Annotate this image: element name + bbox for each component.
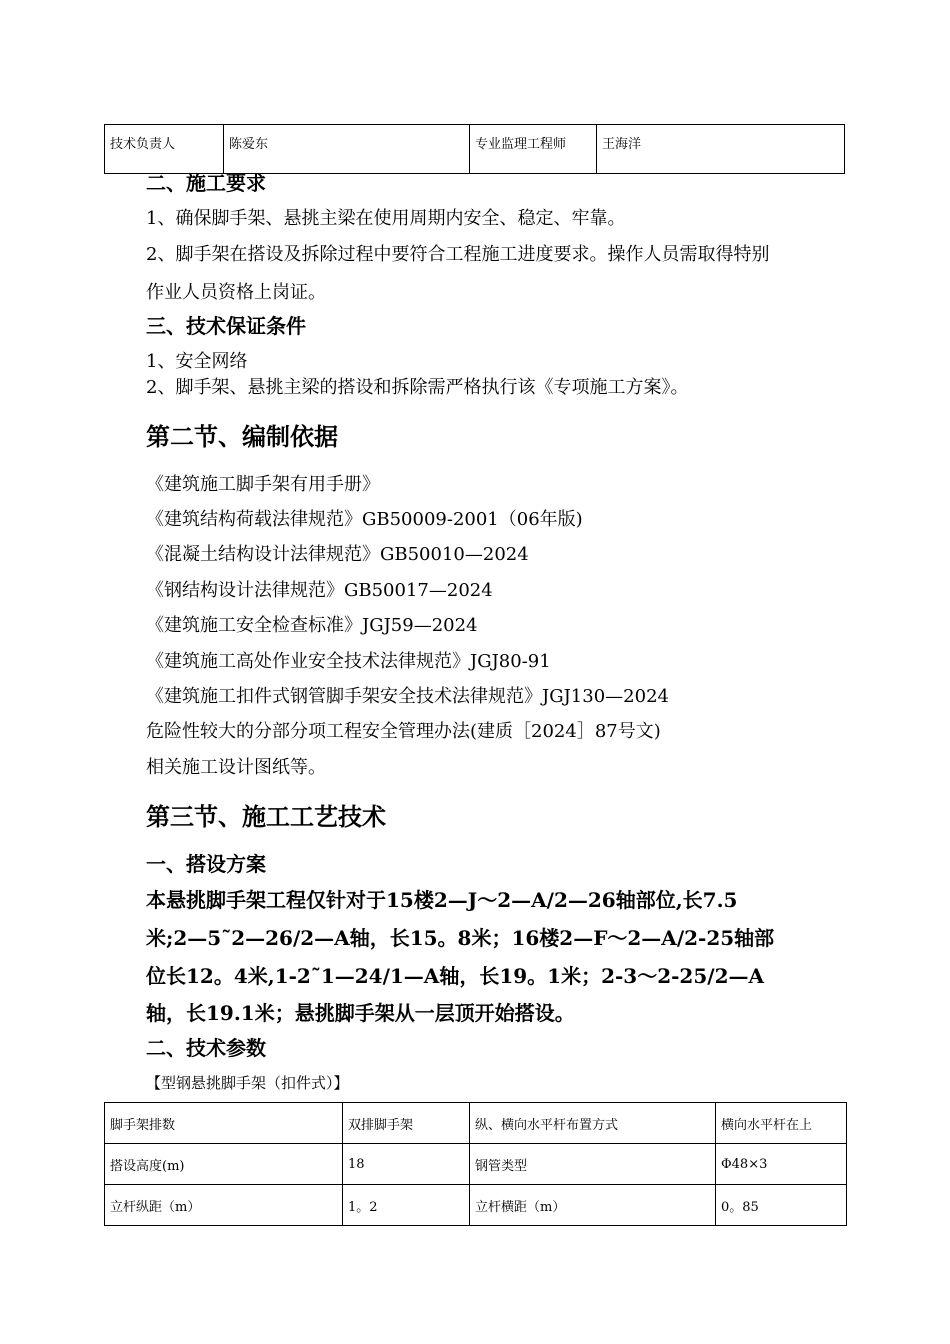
chapter-heading: 第三节、施工工艺技术 bbox=[146, 802, 386, 831]
paragraph: 1、安全网络 bbox=[146, 351, 248, 372]
table-row bbox=[105, 1144, 847, 1185]
section-heading: 二、技术参数 bbox=[146, 1036, 266, 1060]
table-cell: 双排脚手架 bbox=[343, 1103, 470, 1144]
list-item: 《建筑施工脚手架有用手册》 bbox=[146, 474, 380, 495]
table-cell: 技术负责人 bbox=[105, 125, 224, 174]
table-caption: 【型钢悬挑脚手架（扣件式）】 bbox=[146, 1074, 349, 1092]
list-item: 《混凝土结构设计法律规范》GB50010—2024 bbox=[146, 544, 529, 565]
table-cell: Φ48×3 bbox=[716, 1144, 847, 1185]
table-cell: 王海洋 bbox=[597, 125, 845, 174]
paragraph: 2、脚手架在搭设及拆除过程中要符合工程施工进度要求。操作人员需取得特别 bbox=[146, 244, 770, 265]
table-cell: 立杆横距（m） bbox=[470, 1185, 716, 1226]
list-item: 危险性较大的分部分项工程安全管理办法(建质［2024］87号文) bbox=[146, 721, 661, 742]
section-heading: 二、施工要求 bbox=[146, 171, 266, 195]
table-row bbox=[105, 1103, 847, 1144]
table-cell: 纵、横向水平杆布置方式 bbox=[470, 1103, 716, 1144]
section-heading: 三、技术保证条件 bbox=[146, 314, 306, 338]
list-item: 《建筑施工高处作业安全技术法律规范》JGJ80-91 bbox=[146, 651, 551, 672]
list-item: 《建筑施工扣件式钢管脚手架安全技术法律规范》JGJ130—2024 bbox=[146, 686, 669, 707]
paragraph: 2、脚手架、悬挑主梁的搭设和拆除需严格执行该《专项施工方案》。 bbox=[146, 377, 689, 398]
paragraph: 本悬挑脚手架工程仅针对于15楼2—J～2—A/2—26轴部位,长7.5 bbox=[146, 888, 738, 912]
table-cell: 脚手架排数 bbox=[105, 1103, 343, 1144]
table-cell: 钢管类型 bbox=[470, 1144, 716, 1185]
paragraph: 1、确保脚手架、悬挑主梁在使用周期内安全、稳定、牢靠。 bbox=[146, 208, 626, 229]
table-cell: 专业监理工程师 bbox=[470, 125, 597, 174]
section-heading: 一、搭设方案 bbox=[146, 852, 266, 876]
paragraph: 米;2—5˜2—26/2—A轴，长15。8米；16楼2—F～2—A/2-25轴部 bbox=[146, 926, 775, 950]
list-item: 相关施工设计图纸等。 bbox=[146, 757, 326, 778]
paragraph: 作业人员资格上岗证。 bbox=[146, 282, 326, 303]
list-item: 《钢结构设计法律规范》GB50017—2024 bbox=[146, 580, 493, 601]
table-cell: 立杆纵距（m） bbox=[105, 1185, 343, 1226]
table-cell: 搭设高度(m) bbox=[105, 1144, 343, 1185]
table-row bbox=[105, 1185, 847, 1226]
list-item: 《建筑结构荷载法律规范》GB50009-2001（06年版) bbox=[146, 509, 583, 530]
params-table bbox=[104, 1102, 847, 1226]
table-cell: 1。2 bbox=[343, 1185, 470, 1226]
list-item: 《建筑施工安全检查标准》JGJ59—2024 bbox=[146, 615, 478, 636]
paragraph: 轴，长19.1米；悬挑脚手架从一层顶开始搭设。 bbox=[146, 1001, 575, 1025]
table-cell: 18 bbox=[343, 1144, 470, 1185]
paragraph: 位长12。4米,1-2˜1—24/1—A轴，长19。1米；2-3～2-25/2—A bbox=[146, 964, 764, 988]
table-cell: 0。85 bbox=[716, 1185, 847, 1226]
table-cell: 陈爱东 bbox=[224, 125, 470, 174]
chapter-heading: 第二节、编制依据 bbox=[146, 422, 338, 451]
table-cell: 横向水平杆在上 bbox=[716, 1103, 847, 1144]
